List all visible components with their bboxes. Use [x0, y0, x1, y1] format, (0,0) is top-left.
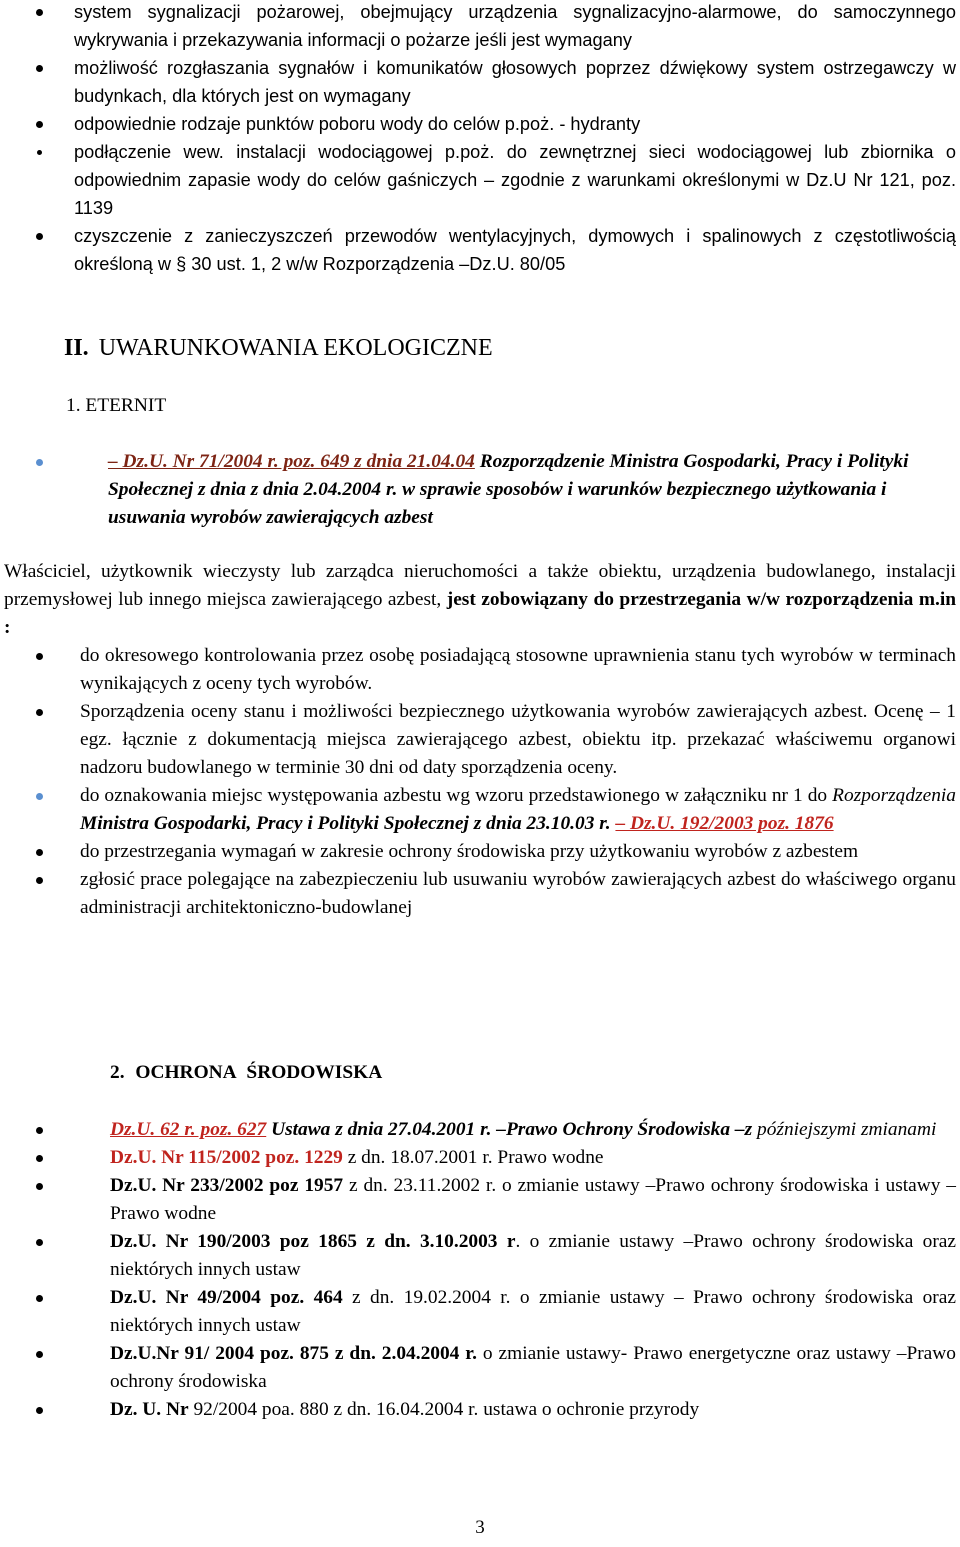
list-item: Dz.U.Nr 91/ 2004 poz. 875 z dn. 2.04.2004 r. o zmianie ustawy- Prawo energetyczne oraz ustawy –Prawo ochrony środowiska [0, 1340, 960, 1396]
list-item: możliwość rozgłaszania sygnałów i komunikatów głosowych poprzez dźwiękowy system ostrzegawczy w budynkach, dla których jest on wymagany [0, 54, 960, 110]
ochrona-heading: 2. OCHRONA ŚRODOWISKA [110, 1062, 383, 1083]
bullet-icon [37, 150, 42, 155]
list-item: do okresowego kontrolowania przez osobę posiadającą stosowne uprawnienia stanu tych wyrobów w terminach wynikających z oceny tych wyrobów. [0, 642, 960, 698]
list-item: zgłosić prace polegające na zabezpieczeniu lub usuwaniu wyrobów zawierających azbest do właściwego organu administracji architektoniczno-budowlanej [0, 866, 960, 922]
section-number: II. [64, 335, 89, 361]
fire-safety-list [0, 0, 960, 278]
list-item: do przestrzegania wymagań w zakresie ochrony środowiska przy użytkowaniu wyrobów z azbestem [0, 838, 960, 866]
duties-list [0, 642, 960, 922]
bullet-icon [36, 1351, 43, 1358]
bullet-icon [36, 1239, 43, 1246]
section-title: UWARUNKOWANIA EKOLOGICZNE [98, 335, 493, 361]
bullet-icon [36, 1183, 43, 1190]
bullet-icon [36, 653, 43, 660]
list-item: do oznakowania miejsc występowania azbestu wg wzoru przedstawionego w załączniku nr 1 do Rozporządzenia Ministra Gospodarki, Pracy i Polityki Społecznej z dnia 23.10.03 r. – Dz.U. 192/2003 poz. 1876 [0, 782, 960, 838]
laws-list [0, 1116, 960, 1424]
eternit-heading: 1. ETERNIT [66, 395, 167, 416]
page-number: 3 [475, 1517, 485, 1538]
bullet-icon [36, 709, 43, 716]
law-reference-link[interactable]: – Dz.U. 192/2003 poz. 1876 [615, 813, 834, 834]
bullet-icon [36, 65, 43, 72]
list-item: Dz.U. Nr 233/2002 poz 1957 z dn. 23.11.2002 r. o zmianie ustawy –Prawo ochrony środowiska i ustawy – Prawo wodne [0, 1172, 960, 1228]
bullet-icon [36, 121, 43, 128]
bullet-icon [36, 877, 43, 884]
list-item: Dz. U. Nr 92/2004 poa. 880 z dn. 16.04.2004 r. ustawa o ochronie przyrody [0, 1396, 960, 1424]
list-item: Dz.U. Nr 190/2003 poz 1865 z dn. 3.10.2003 r. o zmianie ustawy –Prawo ochrony środowiska oraz niektórych innych ustaw [0, 1228, 960, 1284]
bullet-icon [36, 9, 43, 16]
list-item: Dz.U. Nr 115/2002 poz. 1229 z dn. 18.07.2001 r. Prawo wodne [0, 1144, 960, 1172]
law-reference-link[interactable]: – Dz.U. Nr 71/2004 r. poz. 649 z dnia 21.04.04 [108, 451, 475, 472]
law-reference: Dz.U. Nr 115/2002 poz. 1229 [110, 1147, 343, 1168]
bullet-icon [36, 233, 43, 240]
list-item: – Dz.U. Nr 71/2004 r. poz. 649 z dnia 21.04.04 Rozporządzenie Ministra Gospodarki, Pracy i Polityki Społecznej z dnia z dnia 2.04.2004 r. w sprawie sposobów i warunków bezpiecznego użytkowania i usuwania wyrobów zawierających azbest [0, 448, 960, 532]
list-item: odpowiednie rodzaje punktów poboru wody do celów p.poż. - hydranty [0, 110, 960, 138]
list-item: czyszczenie z zanieczyszczeń przewodów wentylacyjnych, dymowych i spalinowych z częstotliwością określoną w § 30 ust. 1, 2 w/w Rozporządzenia –Dz.U. 80/05 [0, 222, 960, 278]
bullet-icon [36, 1155, 43, 1162]
bullet-icon [36, 1127, 43, 1134]
list-item: Dz.U. Nr 49/2004 poz. 464 z dn. 19.02.2004 r. o zmianie ustawy – Prawo ochrony środowiska oraz niektórych innych ustaw [0, 1284, 960, 1340]
bullet-icon [36, 459, 43, 466]
bullet-icon [36, 849, 43, 856]
section-heading [64, 333, 960, 363]
eternit-reference-list [0, 448, 960, 532]
list-item: Dz.U. 62 r. poz. 627 Ustawa z dnia 27.04.2001 r. –Prawo Ochrony Środowiska –z późniejszymi zmianami [0, 1116, 960, 1144]
list-item: podłączenie wew. instalacji wodociągowej p.poż. do zewnętrznej sieci wodociągowej lub zbiornika o odpowiednim zapasie wody do celów gaśniczych – zgodnie z warunkami określonymi w Dz.U Nr 121, poz. 1139 [0, 138, 960, 222]
bullet-icon [36, 1407, 43, 1414]
bullet-icon [36, 793, 43, 800]
intro-paragraph: Właściciel, użytkownik wieczysty lub zarządca nieruchomości a także obiektu, urządzenia budowlanego, instalacji przemysłowej lub innego miejsca zawierającego azbest, jest zobowiązany do przestrzegania w/w rozporządzenia m.in : [4, 561, 956, 638]
law-reference-link[interactable]: Dz.U. 62 r. poz. 627 [110, 1119, 267, 1140]
bullet-icon [36, 1295, 43, 1302]
list-item: system sygnalizacji pożarowej, obejmujący urządzenia sygnalizacyjno-alarmowe, do samoczynnego wykrywania i przekazywania informacji o pożarze jeśli jest wymagany [0, 0, 960, 54]
list-item: Sporządzenia oceny stanu i możliwości bezpiecznego użytkowania wyrobów zawierających azbest. Ocenę – 1 egz. łącznie z dokumentacją miejsca zawierającego azbest, obiektu itp. przekazać właściwemu organowi nadzoru budowlanego w terminie 30 dni od daty sporządzenia oceny. [0, 698, 960, 782]
